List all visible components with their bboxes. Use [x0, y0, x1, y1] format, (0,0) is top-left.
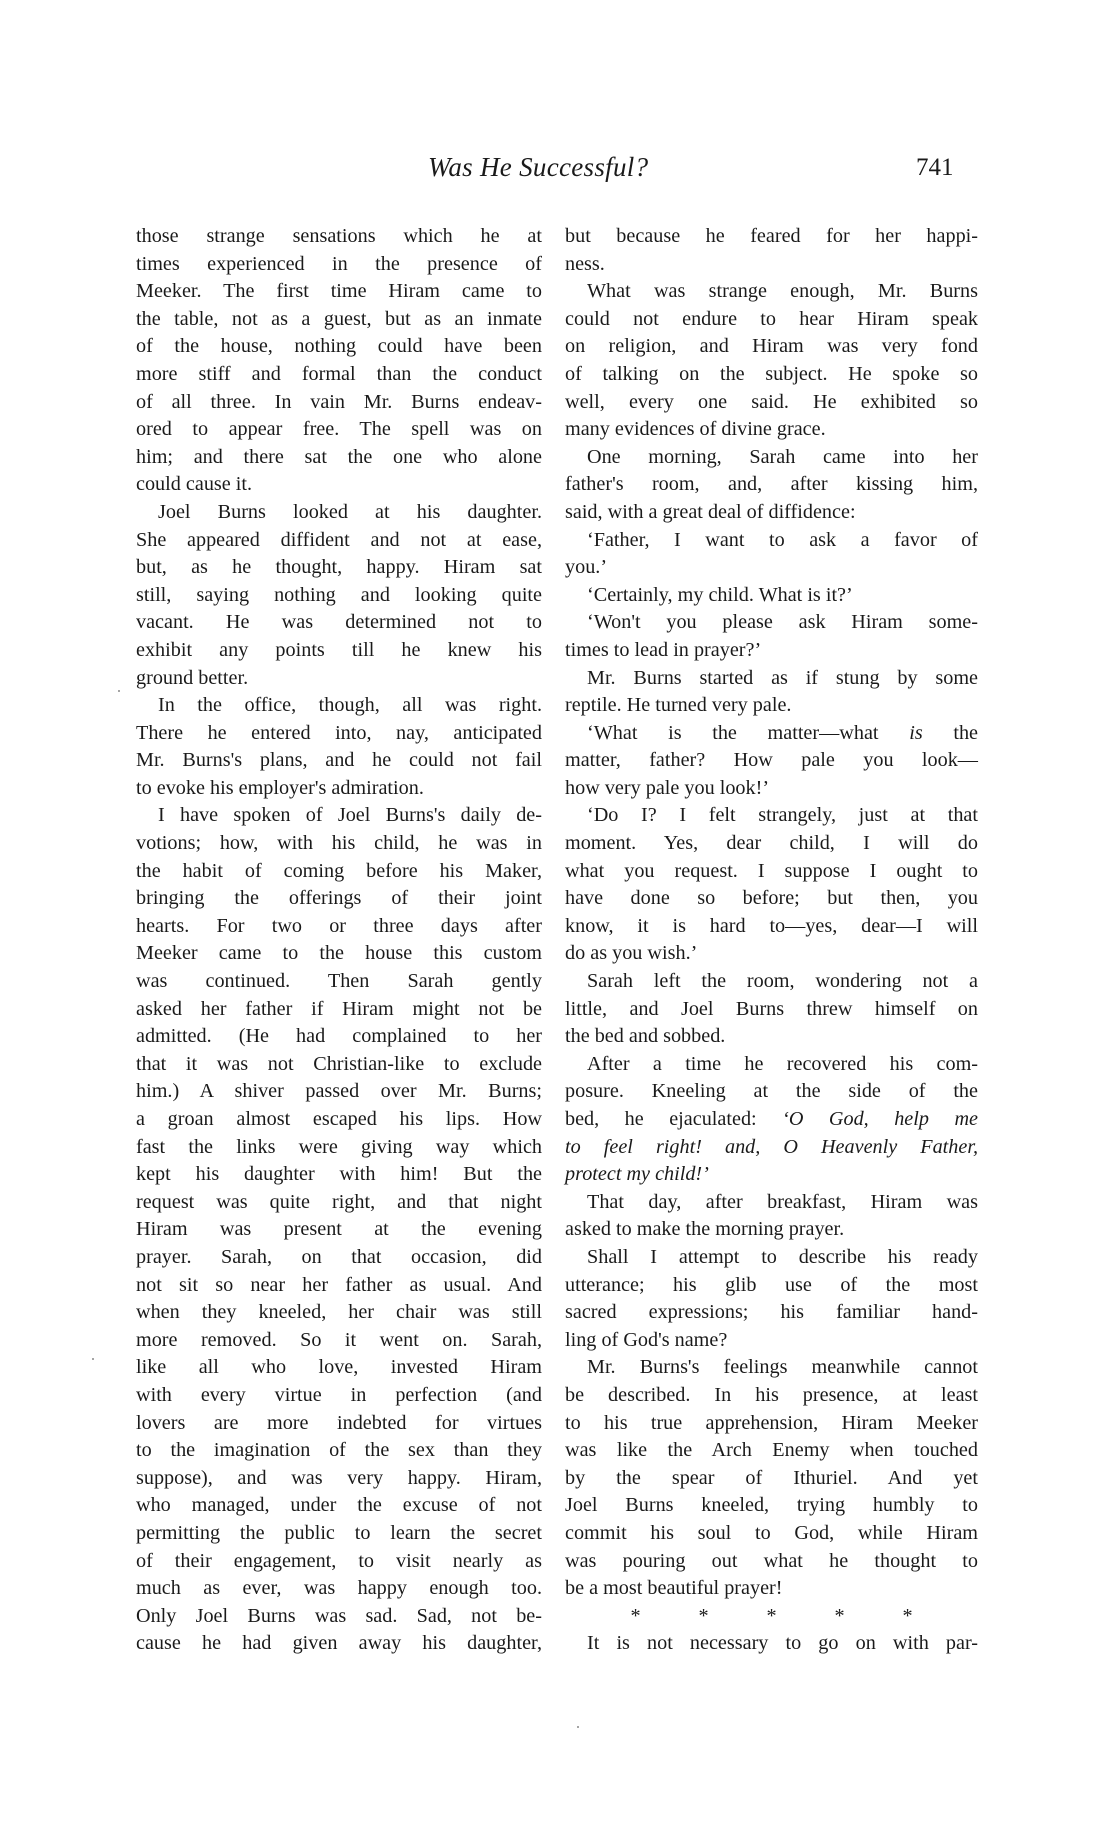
text-line [565, 968, 978, 996]
text-line [565, 1134, 978, 1162]
line-text: vacant. He was determined not to [136, 611, 542, 634]
text-line [136, 278, 542, 306]
text-line [136, 361, 542, 389]
line-text: After a time he recovered his com- [587, 1052, 978, 1075]
text-line [136, 885, 542, 913]
line-text: well, every one said. He exhibited so [565, 390, 978, 413]
text-line [565, 1630, 978, 1658]
line-text: cause he had given away his daughter, [136, 1632, 542, 1655]
line-text: Only Joel Burns was sad. Sad, not be- [136, 1604, 542, 1627]
line-text: I have spoken of Joel Burns's daily de- [158, 804, 542, 827]
text-line [136, 775, 542, 803]
line-text: asked to make the morning prayer. [565, 1218, 845, 1241]
line-text: prayer. Sarah, on that occasion, did [136, 1245, 542, 1268]
text-line [565, 389, 978, 417]
line-text: That day, after breakfast, Hiram was [587, 1190, 978, 1213]
running-head [0, 152, 1120, 192]
text-line [565, 278, 978, 306]
text-line [136, 554, 542, 582]
text-line [565, 609, 978, 637]
line-text: him; and there sat the one who alone [136, 445, 542, 468]
text-line [565, 1078, 978, 1106]
right-column [565, 223, 978, 1658]
line-text: was continued. Then Sarah gently [136, 970, 542, 993]
line-text: fast the links were giving way which [136, 1135, 542, 1158]
line-text: ‘Certainly, my child. What is it?’ [587, 583, 853, 606]
line-text: ‘Do I? I felt strangely, just at that [587, 804, 978, 827]
line-text: moment. Yes, dear child, I will do [565, 832, 978, 855]
line-text: What was strange enough, Mr. Burns [587, 280, 978, 303]
line-text: those strange sensations which he at [136, 225, 542, 247]
text-line [565, 416, 978, 444]
line-text: more stiff and formal than the conduct [136, 362, 542, 385]
line-text: by the spear of Ithuriel. And yet [565, 1466, 978, 1489]
text-line [565, 637, 978, 665]
text-line [136, 499, 542, 527]
line-text: have done so before; but then, you [565, 887, 978, 910]
text-line [136, 1051, 542, 1079]
italic-text: is [909, 721, 923, 744]
text-line [565, 1548, 978, 1576]
text-line [136, 609, 542, 637]
line-text: do as you wish.’ [565, 942, 698, 965]
text-line [136, 251, 542, 279]
text-line [565, 940, 978, 968]
line-text: Hiram was present at the evening [136, 1218, 542, 1241]
text-line [136, 527, 542, 555]
line-text: permitting the public to learn the secret [136, 1521, 542, 1544]
text-line [565, 665, 978, 693]
text-line [136, 1078, 542, 1106]
line-text: sacred expressions; his familiar hand- [565, 1301, 978, 1324]
text-line [565, 1437, 978, 1465]
text-line [136, 1106, 542, 1134]
line-text: that it was not Christian-like to exclude [136, 1052, 542, 1075]
text-line [565, 1575, 978, 1603]
text-line [565, 527, 978, 555]
section-break-stars [565, 1603, 978, 1631]
text-line [565, 251, 978, 279]
line-text: when they kneeled, her chair was still [136, 1301, 542, 1324]
line-text: like all who love, invested Hiram [136, 1356, 542, 1379]
line-text: ‘Father, I want to ask a favor of [587, 528, 978, 551]
text-line [565, 1410, 978, 1438]
text-line [565, 802, 978, 830]
line-text: times to lead in prayer?’ [565, 638, 762, 661]
line-text: Mr. Burns's feelings meanwhile cannot [587, 1356, 978, 1379]
line-text: the bed and sobbed. [565, 1025, 726, 1048]
text-line [136, 1161, 542, 1189]
text-line [136, 1023, 542, 1051]
line-text: Meeker. The first time Hiram came to [136, 280, 542, 303]
line-text: lovers are more indebted for virtues [136, 1411, 542, 1434]
line-text: There he entered into, nay, anticipated [136, 721, 542, 744]
text-line [136, 830, 542, 858]
text-line [136, 223, 542, 251]
line-text: said, with a great deal of diffidence: [565, 500, 856, 523]
line-text: kept his daughter with him! But the [136, 1163, 542, 1186]
line-text: be described. In his presence, at least [565, 1383, 978, 1406]
line-text: could not endure to hear Hiram speak [565, 307, 978, 330]
line-text: on religion, and Hiram was very fond [565, 335, 978, 358]
text-line [136, 1189, 542, 1217]
text-line [565, 333, 978, 361]
line-text: bed, he ejaculated: [565, 1108, 783, 1130]
text-line [136, 720, 542, 748]
line-text: be a most beautiful prayer! [565, 1577, 783, 1600]
line-text: ness. [565, 252, 605, 275]
text-line [565, 499, 978, 527]
text-line [565, 1189, 978, 1217]
text-line [136, 1216, 542, 1244]
text-line [565, 885, 978, 913]
line-text: Joel Burns kneeled, trying humbly to [565, 1494, 978, 1517]
line-text: times experienced in the presence of [136, 252, 542, 275]
line-text: posure. Kneeling at the side of the [565, 1080, 978, 1103]
text-line [565, 858, 978, 886]
line-text: request was quite right, and that night [136, 1190, 542, 1213]
text-line [136, 1520, 542, 1548]
text-line [136, 1272, 542, 1300]
text-line [136, 802, 542, 830]
text-line [136, 913, 542, 941]
line-text: with every virtue in perfection (and [136, 1383, 542, 1406]
line-text: the habit of coming before his Maker, [136, 859, 542, 882]
text-line [565, 554, 978, 582]
text-line [565, 1106, 978, 1134]
text-line [565, 830, 978, 858]
line-text: suppose), and was very happy. Hiram, [136, 1466, 542, 1489]
text-line [565, 1354, 978, 1382]
text-line [136, 1327, 542, 1355]
line-text: many evidences of divine grace. [565, 418, 826, 441]
line-text: to the imagination of the sex than they [136, 1439, 542, 1462]
text-line [565, 996, 978, 1024]
left-column [136, 223, 542, 1658]
line-text: much as ever, was happy enough too. [136, 1577, 542, 1600]
text-line [136, 747, 542, 775]
line-text: the [922, 721, 979, 744]
line-text: asked her father if Hiram might not be [136, 997, 542, 1020]
text-line [565, 1272, 978, 1300]
italic-text: ‘O God, help me [782, 1108, 978, 1130]
text-line [136, 692, 542, 720]
print-speck [577, 1726, 579, 1728]
line-text: ‘Won't you please ask Hiram some- [587, 611, 978, 634]
line-text: to evoke his employer's admiration. [136, 776, 424, 799]
star-glyph: * [766, 1604, 777, 1627]
line-text: Shall I attempt to describe his ready [587, 1245, 978, 1268]
text-line [565, 444, 978, 472]
line-text: ored to appear free. The spell was on [136, 418, 542, 441]
running-title: Was He Successful? [428, 152, 649, 182]
text-line [136, 1465, 542, 1493]
text-line [136, 416, 542, 444]
line-text: exhibit any points till he knew his [136, 638, 542, 661]
line-text: who managed, under the excuse of not [136, 1494, 542, 1517]
line-text: you.’ [565, 556, 608, 579]
line-text: more removed. So it went on. Sarah, [136, 1328, 542, 1351]
line-text: what you request. I suppose I ought to [565, 859, 978, 882]
text-line [136, 333, 542, 361]
line-text: matter, father? How pale you look— [565, 749, 978, 772]
line-text: Mr. Burns's plans, and he could not fail [136, 749, 542, 772]
text-line [136, 1244, 542, 1272]
line-text: commit his soul to God, while Hiram [565, 1521, 978, 1544]
print-speck [92, 1358, 94, 1360]
text-line [565, 1161, 978, 1189]
text-line [136, 1410, 542, 1438]
line-text: not sit so near her father as usual. And [136, 1273, 542, 1296]
text-line [136, 306, 542, 334]
line-text: votions; how, with his child, he was in [136, 832, 542, 855]
line-text: of the house, nothing could have been [136, 335, 542, 358]
line-text: how very pale you look!’ [565, 776, 770, 799]
line-text: ling of God's name? [565, 1328, 728, 1351]
line-text: him.) A shiver passed over Mr. Burns; [136, 1080, 542, 1103]
line-text: to his true apprehension, Hiram Meeker [565, 1411, 978, 1434]
text-line [565, 720, 978, 748]
text-line [565, 1465, 978, 1493]
line-text: was pouring out what he thought to [565, 1549, 978, 1572]
text-line [565, 223, 978, 251]
line-text: know, it is hard to—yes, dear—I will [565, 914, 978, 937]
text-line [136, 1299, 542, 1327]
line-text: little, and Joel Burns threw himself on [565, 997, 978, 1020]
line-text: She appeared diffident and not at ease, [136, 528, 542, 551]
text-line [565, 1327, 978, 1355]
text-line [565, 1216, 978, 1244]
text-line [565, 361, 978, 389]
italic-text: protect my child!’ [565, 1163, 709, 1186]
text-line [136, 665, 542, 693]
line-text: father's room, and, after kissing him, [565, 473, 978, 496]
text-line [565, 1492, 978, 1520]
line-text: but, as he thought, happy. Hiram sat [136, 556, 542, 579]
text-line [565, 1299, 978, 1327]
star-glyph: * [902, 1604, 913, 1627]
line-text: was like the Arch Enemy when touched [565, 1439, 978, 1462]
star-glyph: * [698, 1604, 709, 1627]
text-line [136, 968, 542, 996]
text-line [136, 444, 542, 472]
text-line [136, 582, 542, 610]
text-line [565, 913, 978, 941]
italic-text: to feel right! and, O Heavenly Father, [565, 1135, 978, 1158]
text-line [565, 471, 978, 499]
text-line [136, 1548, 542, 1576]
text-line [136, 940, 542, 968]
line-text: ground better. [136, 666, 249, 689]
text-line [565, 582, 978, 610]
line-text: One morning, Sarah came into her [587, 445, 978, 468]
line-text: Mr. Burns started as if stung by some [587, 666, 978, 689]
line-text: Meeker came to the house this custom [136, 942, 542, 965]
print-speck [118, 690, 120, 692]
line-text: of all three. In vain Mr. Burns endeav- [136, 390, 542, 413]
page-number: 741 [916, 154, 954, 181]
text-line [136, 1382, 542, 1410]
line-text: of talking on the subject. He spoke so [565, 362, 978, 385]
star-glyph: * [834, 1604, 845, 1627]
text-line [136, 1575, 542, 1603]
text-line [565, 306, 978, 334]
line-text: reptile. He turned very pale. [565, 694, 792, 717]
text-line [565, 1051, 978, 1079]
line-text: It is not necessary to go on with par- [587, 1632, 978, 1655]
text-line [136, 1354, 542, 1382]
text-line [136, 389, 542, 417]
line-text: still, saying nothing and looking quite [136, 583, 542, 606]
line-text: Sarah left the room, wondering not a [587, 970, 978, 993]
text-line [565, 775, 978, 803]
line-text: utterance; his glib use of the most [565, 1273, 978, 1296]
text-line [136, 1492, 542, 1520]
line-text: could cause it. [136, 473, 253, 496]
text-line [136, 1630, 542, 1658]
line-text: hearts. For two or three days after [136, 914, 542, 937]
line-text: bringing the offerings of their joint [136, 887, 542, 910]
text-line [565, 1023, 978, 1051]
text-line [136, 1437, 542, 1465]
line-text: In the office, though, all was right. [158, 694, 542, 717]
line-text: admitted. (He had complained to her [136, 1025, 542, 1048]
text-line [136, 1134, 542, 1162]
text-line [565, 692, 978, 720]
text-line [565, 1520, 978, 1548]
text-line [136, 471, 542, 499]
line-text: the table, not as a guest, but as an inmate [136, 307, 542, 330]
line-text: of their engagement, to visit nearly as [136, 1549, 542, 1572]
text-line [136, 858, 542, 886]
text-line [136, 996, 542, 1024]
text-line [565, 1244, 978, 1272]
text-line [565, 747, 978, 775]
text-line [136, 1603, 542, 1631]
line-text: a groan almost escaped his lips. How [136, 1108, 542, 1130]
line-text: but because he feared for her happi- [565, 225, 978, 247]
text-line [136, 637, 542, 665]
line-text: Joel Burns looked at his daughter. [158, 500, 542, 523]
text-line [565, 1382, 978, 1410]
line-text: ‘What is the matter—what [587, 721, 879, 744]
star-glyph: * [630, 1604, 641, 1627]
